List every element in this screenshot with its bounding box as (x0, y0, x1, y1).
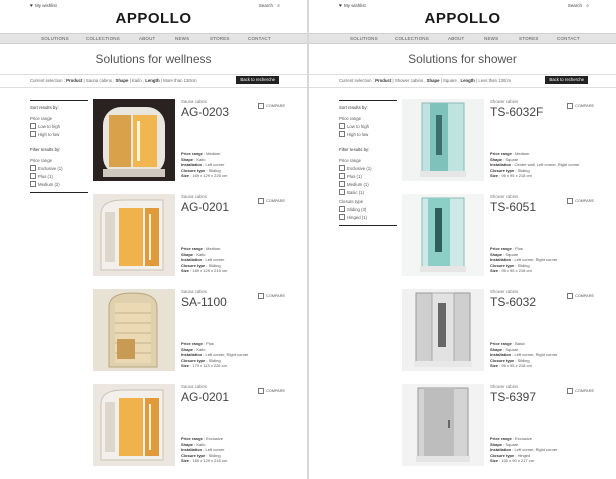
selection-key: Length (145, 78, 160, 83)
spec-value: Left corner, Right corner (514, 447, 558, 453)
filter-option[interactable] (339, 189, 397, 195)
spec-price: Price range : Exclusive (181, 436, 224, 442)
checkbox[interactable] (258, 103, 264, 109)
checkbox[interactable] (567, 198, 573, 204)
nav-stores[interactable]: STORES (210, 36, 230, 41)
sauna-cabin-image (93, 289, 175, 371)
wishlist-label: My wishlist (343, 3, 366, 8)
sort-option[interactable] (339, 131, 397, 137)
filter-heading: Filter results by: (339, 147, 370, 152)
spec-value: Kaifo (196, 251, 206, 257)
product-specs (181, 246, 227, 274)
checkbox[interactable] (30, 173, 36, 179)
product-image[interactable] (93, 99, 175, 181)
product-name[interactable]: SA-1100 (181, 295, 227, 309)
spec-value: 100 x 90 x 217 cm (501, 458, 535, 464)
product-card[interactable] (93, 194, 285, 276)
selection-value: Sauna cabins (85, 78, 112, 83)
divider (339, 225, 397, 226)
spec-value: Plus (206, 341, 214, 347)
checkbox[interactable] (30, 181, 36, 187)
checkbox[interactable] (30, 123, 36, 129)
product-specs (490, 151, 580, 179)
spec-installation: Installation : Left corner, Right corner (490, 352, 558, 358)
spec-installation: Installation : Left corner, Right corner (181, 352, 249, 358)
search-link[interactable]: Search (258, 3, 273, 8)
logo[interactable]: APPOLLO (424, 10, 501, 27)
option-label: High to low (347, 131, 369, 137)
product-image[interactable] (402, 99, 484, 181)
checkbox[interactable] (567, 293, 573, 299)
selection-prefix: Current selection : (339, 78, 374, 83)
spec-value: 95 x 95 x 218 cm (501, 173, 532, 179)
spec-closure: Closure type : Sliding (181, 167, 221, 173)
product-info (490, 289, 594, 371)
product-category: Sauna cabins (181, 194, 208, 199)
spec-value: Sliding (208, 357, 221, 363)
back-to-recherche-button[interactable]: Back to recherche (545, 76, 588, 84)
filter-option[interactable] (339, 173, 397, 179)
spec-value: Sliding (208, 452, 221, 458)
spec-shape: Shape : Square (490, 346, 519, 352)
option-label: Plus (1) (38, 173, 53, 179)
spec-size: Size : 170 x 113 x 226 cm (181, 363, 227, 369)
wishlist-link[interactable] (30, 3, 57, 9)
spec-price: Price range : Exclusive (490, 436, 533, 442)
spec-value: Square (505, 251, 519, 257)
product-info (181, 99, 285, 181)
search-icon[interactable]: ⌕ (277, 3, 280, 9)
sort-heading: Sort results by: (339, 105, 368, 110)
checkbox[interactable] (339, 123, 345, 129)
checkbox[interactable] (567, 103, 573, 109)
checkbox[interactable] (258, 388, 264, 394)
spec-closure: Closure type : Hinged (490, 452, 531, 458)
price-range-label: Price range (339, 158, 361, 163)
spec-value: 169 x 129 x 215 cm (192, 268, 228, 274)
spec-value: Medium (206, 246, 221, 252)
checkbox[interactable] (258, 198, 264, 204)
checkbox[interactable] (339, 189, 345, 195)
compare-checkbox[interactable] (567, 388, 594, 394)
product-info (181, 384, 285, 466)
current-selection: Current selection : Product | Sauna cabins , Shape | Kaifo , Length | More than 130cm (30, 78, 197, 83)
nav-collections[interactable]: COLLECTIONS (86, 36, 120, 41)
checkbox[interactable] (30, 131, 36, 137)
spec-shape: Shape : Kaifo (181, 251, 206, 257)
nav-solutions[interactable]: SOLUTIONS (41, 36, 69, 41)
spec-shape: Shape : Kaifo (181, 346, 206, 352)
option-label: Exclusive (1) (347, 165, 372, 171)
product-specs (490, 341, 557, 369)
compare-label: COMPARE (266, 388, 285, 393)
spec-value: 95 x 95 x 218 cm (501, 363, 532, 369)
spec-value: Sliding (517, 167, 530, 173)
compare-label: COMPARE (575, 293, 594, 298)
spec-price: Price range : Medium (181, 151, 221, 157)
option-label: Medium (2) (38, 181, 60, 187)
sauna-cabin-image (93, 194, 175, 276)
option-label: Basic (1) (347, 189, 364, 195)
compare-label: COMPARE (266, 293, 285, 298)
spec-value: Basic (515, 341, 525, 347)
spec-price: Price range : Basic (490, 341, 525, 347)
product-name[interactable]: TS-6397 (490, 390, 537, 404)
spec-installation: Installation : Left corner, Right corner (490, 257, 558, 263)
compare-checkbox[interactable] (567, 293, 594, 299)
compare-checkbox[interactable] (258, 293, 285, 299)
product-card[interactable] (402, 194, 594, 276)
checkbox[interactable] (339, 173, 345, 179)
filter-bar (0, 74, 307, 88)
sort-heading: Sort results by: (30, 105, 59, 110)
checkbox[interactable] (567, 388, 573, 394)
selection-value: Square (443, 78, 457, 83)
spec-size: Size : 169 x 129 x 215 cm (181, 268, 228, 274)
spec-closure: Closure type : Sliding (490, 357, 530, 363)
selection-key: Shape (115, 78, 129, 83)
spec-value: Square (505, 346, 519, 352)
compare-checkbox[interactable] (258, 388, 285, 394)
shower-cabin-image (402, 194, 484, 276)
product-name[interactable]: AG-0201 (181, 200, 230, 214)
product-specs (181, 341, 248, 369)
filter-option[interactable] (30, 181, 88, 187)
product-category: Shower cabins (490, 99, 519, 104)
spec-value: Kaifo (196, 441, 206, 447)
filter-option[interactable] (30, 173, 88, 179)
product-category: Shower cabins (490, 289, 519, 294)
product-info (490, 384, 594, 466)
option-label: Sliding (3) (347, 206, 367, 212)
spec-closure: Closure type : Sliding (181, 262, 221, 268)
price-range-label: Price range (30, 116, 52, 121)
spec-installation: Installation : Left corner (181, 162, 225, 168)
spec-value: 95 x 95 x 218 cm (501, 268, 532, 274)
spec-value: Left corner (205, 257, 225, 263)
nav-collections[interactable]: COLLECTIONS (395, 36, 429, 41)
product-image[interactable] (93, 289, 175, 371)
nav-news[interactable]: NEWS (484, 36, 499, 41)
compare-checkbox[interactable] (567, 103, 594, 109)
compare-label: COMPARE (575, 103, 594, 108)
selection-key: Product (66, 78, 83, 83)
product-card[interactable] (93, 384, 285, 466)
spec-size: Size : 95 x 95 x 218 cm (490, 363, 532, 369)
selection-value: Shower cabins (394, 78, 424, 83)
product-specs (181, 151, 227, 179)
main-nav (309, 33, 616, 44)
back-to-recherche-button[interactable]: Back to recherche (236, 76, 279, 84)
spec-value: Hinged (517, 452, 531, 458)
product-name[interactable]: TS-6032 (490, 295, 537, 309)
product-name[interactable]: AG-0201 (181, 390, 230, 404)
spec-shape: Shape : Square (490, 441, 519, 447)
product-specs (181, 436, 227, 464)
checkbox[interactable] (258, 293, 264, 299)
product-category: Shower cabins (490, 384, 519, 389)
spec-shape: Shape : Square (490, 251, 519, 257)
spec-value: Left corner, Right corner (514, 257, 558, 263)
spec-value: Left corner (205, 162, 225, 168)
spec-price: Price range : Medium (490, 151, 530, 157)
nav-news[interactable]: NEWS (175, 36, 190, 41)
product-category: Sauna cabins (181, 289, 208, 294)
product-card[interactable] (402, 384, 594, 466)
spec-value: Kaifo (196, 346, 206, 352)
checkbox[interactable] (339, 214, 345, 220)
spec-value: Left corner, Right corner (205, 352, 249, 358)
spec-shape: Shape : Square (490, 156, 519, 162)
option-label: High to low (38, 131, 60, 137)
spec-value: Sliding (208, 167, 221, 173)
spec-installation: Installation : Centre wall, Left corner, Right corner (490, 162, 580, 168)
selection-value: Kaifo (131, 78, 142, 83)
nav-stores[interactable]: STORES (519, 36, 539, 41)
spec-value: Sliding (208, 262, 221, 268)
spec-size: Size : 95 x 95 x 218 cm (490, 268, 532, 274)
spec-value: Sliding (517, 262, 530, 268)
product-specs (490, 246, 557, 274)
spec-closure: Closure type : Sliding (181, 357, 221, 363)
nav-solutions[interactable]: SOLUTIONS (350, 36, 378, 41)
spec-price: Price range : Plus (181, 341, 214, 347)
filter-heading: Filter results by: (30, 147, 61, 152)
spec-shape: Shape : Kaifo (181, 441, 206, 447)
spec-value: Plus (515, 246, 523, 252)
spec-price: Price range : Medium (181, 246, 221, 252)
product-category: Shower cabins (490, 194, 519, 199)
checkbox[interactable] (339, 206, 345, 212)
shower-cabin-image (402, 99, 484, 181)
spec-closure: Closure type : Sliding (181, 452, 221, 458)
spec-value: 169 x 129 x 226 cm (192, 173, 228, 179)
page-title: Solutions for wellness (95, 52, 212, 66)
option-label: Low to high (38, 123, 60, 129)
wishlist-label: My wishlist (34, 3, 57, 8)
product-category: Sauna cabins (181, 384, 208, 389)
page-title: Solutions for shower (408, 52, 517, 66)
spec-value: 169 x 129 x 215 cm (192, 458, 228, 464)
spec-value: Medium (206, 151, 221, 157)
option-label: Exclusive (1) (38, 165, 63, 171)
checkbox[interactable] (30, 165, 36, 171)
filter-bar (309, 74, 616, 88)
compare-label: COMPARE (575, 198, 594, 203)
spec-closure: Closure type : Sliding (490, 167, 530, 173)
sidebar (339, 100, 397, 226)
selection-value: Less than 130cm (478, 78, 512, 83)
spec-size: Size : 95 x 95 x 218 cm (490, 173, 532, 179)
selection-key: Length (460, 78, 475, 83)
filter-option[interactable] (339, 214, 397, 220)
compare-checkbox[interactable] (258, 103, 285, 109)
product-card[interactable] (402, 289, 594, 371)
current-selection: Current selection : Product | Shower cabins , Shape | Square , Length | Less than 130cm (339, 78, 512, 83)
filter-option[interactable] (339, 165, 397, 171)
sort-option[interactable] (30, 131, 88, 137)
compare-checkbox[interactable] (258, 198, 285, 204)
sauna-cabin-image (93, 384, 175, 466)
nav-about[interactable]: ABOUT (448, 36, 465, 41)
compare-label: COMPARE (266, 103, 285, 108)
spec-price: Price range : Plus (490, 246, 523, 252)
sort-option[interactable] (339, 123, 397, 129)
product-image[interactable] (402, 384, 484, 466)
spec-value: Square (505, 441, 519, 447)
sauna-cabin-image (93, 99, 175, 181)
main-nav (0, 33, 307, 44)
spec-installation: Installation : Left corner (181, 257, 225, 263)
checkbox[interactable] (339, 131, 345, 137)
product-name[interactable]: TS-6032F (490, 105, 544, 119)
spec-size: Size : 169 x 129 x 226 cm (181, 173, 228, 179)
spec-value: Centre wall, Left corner, Right corner (514, 162, 580, 168)
heart-icon: ♥ (30, 3, 33, 9)
spec-installation: Installation : Left corner (181, 447, 225, 453)
checkbox[interactable] (339, 165, 345, 171)
closure-type-label: Closure type (339, 199, 364, 204)
product-card[interactable] (93, 289, 285, 371)
nav-about[interactable]: ABOUT (139, 36, 156, 41)
product-info (490, 99, 594, 181)
price-range-label: Price range (30, 158, 52, 163)
shower-cabin-image (402, 289, 484, 371)
option-label: Plus (1) (347, 173, 362, 179)
option-label: Medium (1) (347, 181, 369, 187)
spec-value: Sliding (517, 357, 530, 363)
spec-closure: Closure type : Sliding (490, 262, 530, 268)
selection-key: Shape (426, 78, 440, 83)
compare-checkbox[interactable] (567, 198, 594, 204)
search-icon[interactable]: ⌕ (586, 3, 589, 9)
product-image[interactable] (402, 289, 484, 371)
search-link[interactable]: Search (567, 3, 582, 8)
product-name[interactable]: TS-6051 (490, 200, 537, 214)
spec-value: Left corner (205, 447, 225, 453)
checkbox[interactable] (339, 181, 345, 187)
spec-installation: Installation : Left corner, Right corner (490, 447, 558, 453)
option-label: Hinged (1) (347, 214, 368, 220)
spec-size: Size : 169 x 129 x 215 cm (181, 458, 228, 464)
filter-option[interactable] (30, 165, 88, 171)
logo[interactable]: APPOLLO (115, 10, 192, 27)
heart-icon: ♥ (339, 3, 342, 9)
product-category: Sauna cabins (181, 99, 208, 104)
product-info (490, 194, 594, 276)
nav-contact[interactable]: CONTACT (557, 36, 580, 41)
compare-label: COMPARE (575, 388, 594, 393)
spec-value: Left corner, Right corner (514, 352, 558, 358)
option-label: Low to high (347, 123, 369, 129)
sort-option[interactable] (30, 123, 88, 129)
product-image[interactable] (402, 194, 484, 276)
product-specs (490, 436, 557, 464)
product-image[interactable] (93, 384, 175, 466)
price-range-label: Price range (339, 116, 361, 121)
product-name[interactable]: AG-0203 (181, 105, 230, 119)
selection-prefix: Current selection : (30, 78, 65, 83)
product-info (181, 194, 285, 276)
selection-value: More than 130cm (163, 78, 197, 83)
spec-value: 170 x 113 x 226 cm (192, 363, 227, 369)
spec-value: Kaifo (196, 156, 206, 162)
spec-value: Medium (515, 151, 530, 157)
divider (30, 192, 88, 193)
shower-page (309, 0, 616, 479)
filter-option[interactable] (339, 181, 397, 187)
spec-value: Square (505, 156, 519, 162)
spec-size: Size : 100 x 90 x 217 cm (490, 458, 535, 464)
selection-key: Product (375, 78, 392, 83)
nav-contact[interactable]: CONTACT (248, 36, 271, 41)
spec-value: Exclusive (206, 436, 224, 442)
wishlist-link[interactable] (339, 3, 366, 9)
wellness-page (0, 0, 307, 479)
spec-value: Exclusive (515, 436, 533, 442)
shower-cabin-image (402, 384, 484, 466)
spec-shape: Shape : Kaifo (181, 156, 206, 162)
product-info (181, 289, 285, 371)
sidebar (30, 100, 88, 193)
divider (30, 100, 88, 101)
product-card[interactable] (93, 99, 285, 181)
divider (339, 100, 397, 101)
compare-label: COMPARE (266, 198, 285, 203)
product-image[interactable] (93, 194, 175, 276)
product-card[interactable] (402, 99, 594, 181)
filter-option[interactable] (339, 206, 397, 212)
